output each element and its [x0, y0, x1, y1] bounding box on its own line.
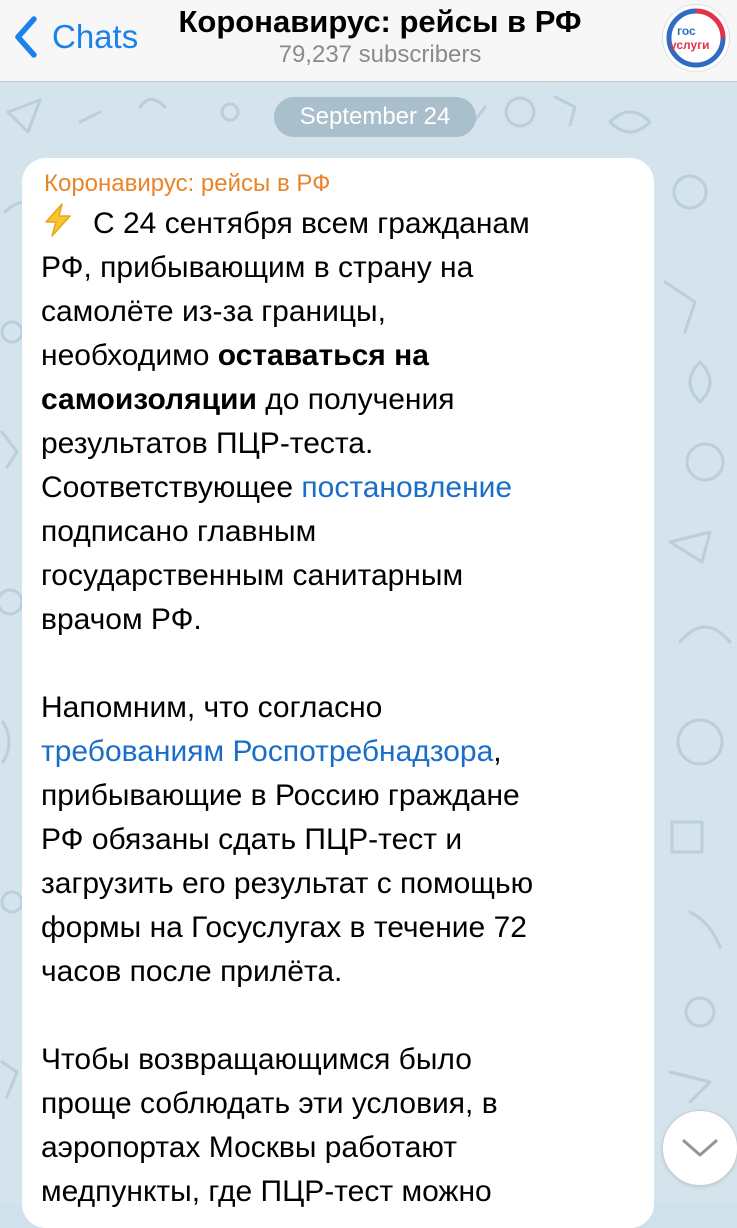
- message-line: [41, 950, 641, 994]
- lightning-icon: [41, 203, 75, 237]
- message-line: [41, 290, 641, 334]
- chevron-down-icon: [680, 1133, 720, 1163]
- message-line: [41, 598, 641, 642]
- channel-info[interactable]: [140, 0, 620, 70]
- message-sender[interactable]: Коронавирус: рейсы в РФ: [44, 170, 331, 197]
- message-line: [41, 1038, 641, 1082]
- message-line: [41, 554, 641, 598]
- message-text-run: прибывающие в Россию граждане: [41, 779, 520, 812]
- message-line: [41, 642, 641, 686]
- message-line: [41, 334, 641, 378]
- message-text-run: РФ обязаны сдать ПЦР-тест и: [41, 823, 463, 856]
- gosuslugi-logo-icon: [663, 5, 729, 71]
- scroll-down-button[interactable]: [662, 1110, 737, 1186]
- message-line: [41, 686, 641, 730]
- message-text-run: Чтобы возвращающимся было: [41, 1043, 472, 1076]
- message-text-run: необходимо: [41, 339, 218, 372]
- message-line: [41, 906, 641, 950]
- channel-title: Коронавирус: рейсы в РФ: [178, 4, 582, 39]
- message-link[interactable]: постановление: [301, 471, 513, 504]
- avatar-text-1: гос: [677, 24, 696, 38]
- date-separator: September 24: [274, 97, 476, 137]
- message-line: [41, 818, 641, 862]
- message-text-run: формы на Госуслугах в течение 72: [41, 911, 527, 944]
- message-text-run: самолёте из-за границы,: [41, 295, 386, 328]
- back-button[interactable]: [12, 14, 138, 60]
- message-text-run: Напомним, что согласно: [41, 691, 383, 724]
- message-line: [41, 378, 641, 422]
- message-text-run: проще соблюдать эти условия, в: [41, 1087, 498, 1120]
- message-text-run: подписано главным: [41, 515, 317, 548]
- message-line: [41, 1082, 641, 1126]
- channel-avatar[interactable]: [662, 4, 730, 72]
- back-label: Chats: [52, 18, 139, 55]
- message-bold-text: самоизоляции: [41, 383, 257, 416]
- message-text-run: результатов ПЦР-теста.: [41, 427, 374, 460]
- message-text-run: государственным санитарным: [41, 559, 464, 592]
- message-text-run: медпункты, где ПЦР-тест можно: [41, 1175, 492, 1208]
- message-line: [41, 994, 641, 1038]
- message-line: [41, 730, 641, 774]
- message-line: [41, 774, 641, 818]
- message-line: [41, 510, 641, 554]
- message-line: [41, 1126, 641, 1170]
- message-text-run: до получения: [256, 383, 455, 416]
- message-line: [41, 466, 641, 510]
- message-text-run: часов после прилёта.: [41, 955, 343, 988]
- message-bubble[interactable]: [22, 158, 654, 1228]
- message-text-run: РФ, прибывающим в страну на: [41, 251, 474, 284]
- chat-header: [0, 0, 737, 82]
- message-line: [41, 202, 641, 246]
- message-text-run: аэропортах Москвы работают: [41, 1131, 457, 1164]
- subscriber-count: 79,237 subscribers: [278, 41, 482, 68]
- message-line: [41, 422, 641, 466]
- message-line: [41, 1170, 641, 1214]
- message-text-run: врачом РФ.: [41, 603, 202, 636]
- message-line: [41, 862, 641, 906]
- message-text-run: ,: [493, 735, 502, 768]
- message-line: [41, 246, 641, 290]
- message-text-run: Соответствующее: [41, 471, 302, 504]
- message-text: [41, 202, 641, 1214]
- message-link[interactable]: требованиям Роспотребнадзора: [41, 735, 494, 768]
- message-text-run: С 24 сентября всем гражданам: [93, 207, 530, 240]
- chevron-left-icon: [12, 14, 40, 60]
- avatar-text-2: услуги: [670, 38, 710, 52]
- message-text-run: загрузить его результат с помощью: [41, 867, 534, 900]
- message-bold-text: оставаться на: [217, 339, 429, 372]
